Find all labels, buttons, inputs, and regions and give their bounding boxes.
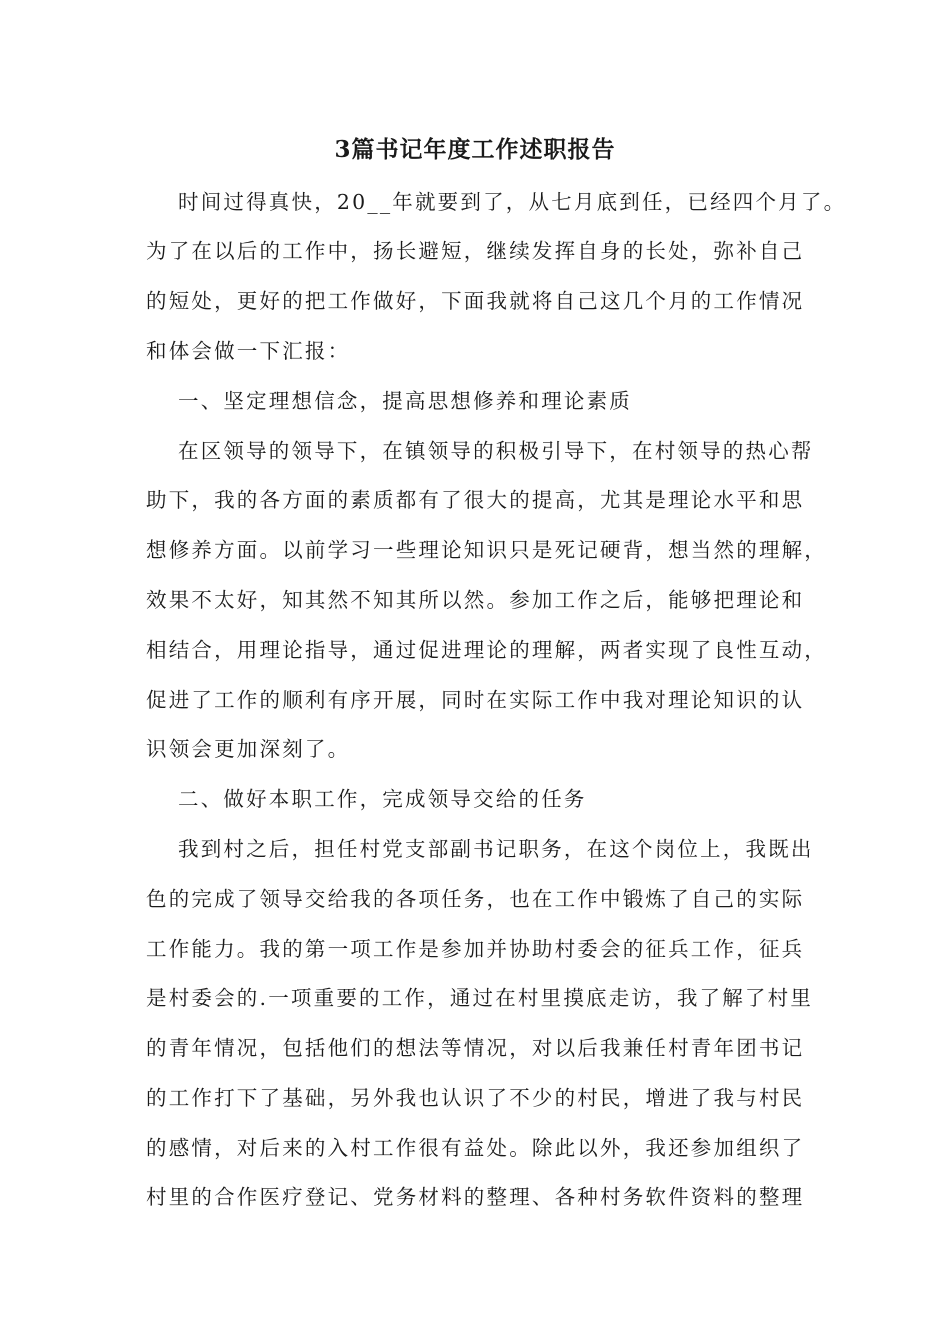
text-line: 识领会更加深刻了。 <box>146 737 351 761</box>
section-heading: 二、做好本职工作，完成领导交给的任务 <box>178 787 587 811</box>
text-line: 我到村之后，担任村党支部副书记职务，在这个岗位上，我既出 <box>178 837 814 861</box>
text-line: 促进了工作的顺利有序开展，同时在实际工作中我对理论知识的认 <box>146 688 805 712</box>
text-line: 效果不太好，知其然不知其所以然。参加工作之后，能够把理论和 <box>146 588 805 612</box>
text-line: 相结合，用理论指导，通过促进理论的理解，两者实现了良性互动， <box>146 638 827 662</box>
text-line: 工作能力。我的第一项工作是参加并协助村委会的征兵工作，征兵 <box>146 937 805 961</box>
text-line: 时间过得真快，20__年就要到了，从七月底到任，已经四个月了。 <box>178 190 847 214</box>
text-line: 色的完成了领导交给我的各项任务，也在工作中锻炼了自己的实际 <box>146 887 805 911</box>
text-line: 是村委会的.一项重要的工作，通过在村里摸底走访，我了解了村里 <box>146 986 814 1010</box>
text-line: 想修养方面。以前学习一些理论知识只是死记硬背，想当然的理解， <box>146 538 827 562</box>
text-line: 在区领导的领导下，在镇领导的积极引导下，在村领导的热心帮 <box>178 439 814 463</box>
text-line: 村里的合作医疗登记、党务材料的整理、各种村务软件资料的整理 <box>146 1185 805 1209</box>
text-line: 助下，我的各方面的素质都有了很大的提高，尤其是理论水平和思 <box>146 488 805 512</box>
section-heading: 一、坚定理想信念，提高思想修养和理论素质 <box>178 389 632 413</box>
text-line: 的青年情况，包括他们的想法等情况，对以后我兼任村青年团书记 <box>146 1036 805 1060</box>
text-line: 和体会做一下汇报： <box>146 339 351 363</box>
document-title: 3篇书记年度工作述职报告 <box>334 136 616 163</box>
text-line: 的感情，对后来的入村工作很有益处。除此以外，我还参加组织了 <box>146 1136 805 1160</box>
text-line: 的短处，更好的把工作做好，下面我就将自己这几个月的工作情况 <box>146 289 805 313</box>
text-line: 为了在以后的工作中，扬长避短，继续发挥自身的长处，弥补自己 <box>146 239 805 263</box>
text-line: 的工作打下了基础，另外我也认识了不少的村民，增进了我与村民 <box>146 1086 805 1110</box>
